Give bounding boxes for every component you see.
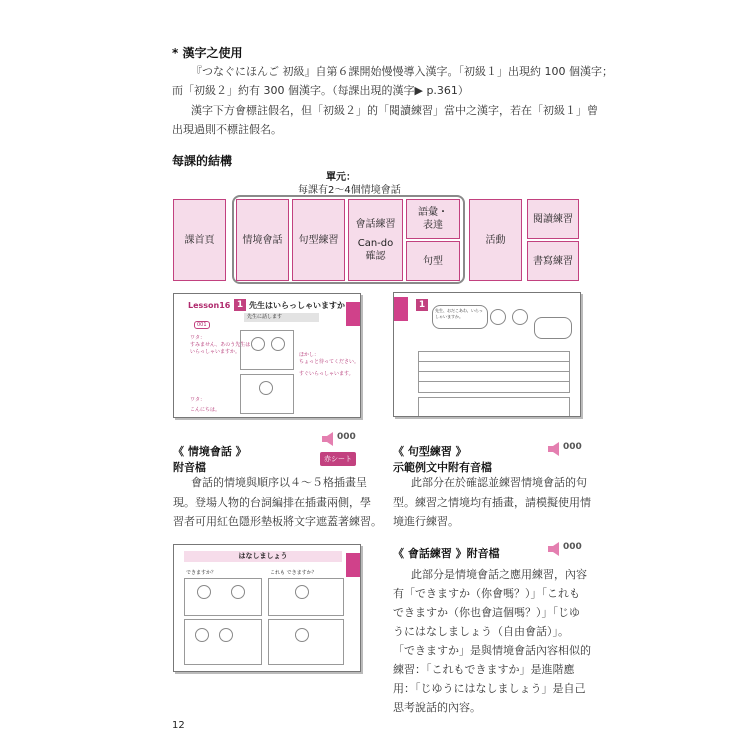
- situation-body-2: 現。登場人物的台詞編排在插畫兩側，學: [173, 496, 371, 509]
- situation-subtitle: 附音檔: [173, 461, 206, 474]
- conversation-body-1: 此部分是情境會話之應用練習，內容: [411, 568, 587, 581]
- box-conversation: 會話練習 Can-do 確認: [348, 199, 403, 281]
- kanji-paragraph-1b: 而「初級２」約有 300 個漢字。（每課出現的漢字▶ p.361）: [172, 84, 469, 97]
- kanji-paragraph-2a: 漢字下方會標註假名，但「初級２」的「閱讀練習」當中之漢字，若在「初級１」曾: [191, 104, 598, 117]
- figure-illustration: [512, 309, 528, 325]
- dialogue-line: ちょっと待ってください。: [299, 359, 360, 365]
- illustration-panel: [268, 578, 344, 616]
- thumbnail-tab: [394, 297, 408, 321]
- lesson-number: 1: [234, 299, 246, 311]
- situation-audio-code: 000: [337, 432, 356, 442]
- box-lesson-top: 課首頁: [173, 199, 226, 281]
- conversation-body-2: 有「できますか（你會嗎？）」「これも: [393, 587, 580, 600]
- box-pattern: 句型練習: [292, 199, 345, 281]
- structure-heading: 每課的結構: [172, 154, 233, 168]
- box-reading: 閱讀練習: [527, 199, 579, 239]
- illustration-panel: [268, 619, 344, 665]
- conversation-title-text: 《 會話練習 》: [393, 547, 467, 560]
- pattern-body-3: 境進行練習。: [393, 515, 459, 528]
- kanji-paragraph-2b: 出現過則不標註假名。: [172, 123, 282, 136]
- dialogue-line: すぐいらっしゃいます。: [299, 371, 354, 377]
- pattern-body-2: 型。練習之情境均有插畫，請模擬使用情: [393, 496, 591, 509]
- box-sentence: 句型: [406, 241, 460, 281]
- pattern-table: [418, 351, 570, 393]
- dialogue-line: ほかし：: [299, 352, 320, 358]
- talk-question-2: これも できますか？: [270, 570, 317, 576]
- dialogue-line: ワタ：: [190, 335, 205, 341]
- conversation-audio-code: 000: [563, 542, 582, 552]
- box-activity: 活動: [469, 199, 522, 281]
- kanji-heading: * 漢字之使用: [172, 46, 243, 60]
- figure-illustration: [490, 309, 506, 325]
- box-writing: 書寫練習: [527, 241, 579, 281]
- pattern-body-1: 此部分在於確認並練習情境會話的句: [411, 476, 587, 489]
- pattern-subtitle: 示範例文中附有音檔: [393, 461, 492, 474]
- conversation-body-7: 用：「じゆうにはなしましょう」是自己: [393, 682, 586, 695]
- lesson-subtitle: 先生に話します: [244, 313, 319, 322]
- thumbnail-tab: [346, 553, 360, 577]
- illustration-panel: [184, 578, 262, 616]
- audio-tag: 001: [194, 321, 210, 329]
- illustration-panel: [240, 374, 294, 414]
- talk-header: はなしましょう: [184, 551, 342, 562]
- conversation-title: [393, 545, 500, 561]
- conversation-body-8: 思考說話的內容。: [393, 701, 481, 714]
- thumbnail-tab: [346, 302, 360, 326]
- talk-question-1: できますか？: [186, 570, 217, 576]
- conversation-body-5: 「できますか」是與情境會話內容相似的: [393, 644, 591, 657]
- dialogue-line: いらっしゃいますか。: [190, 349, 241, 355]
- box-situation: 情境會話: [236, 199, 289, 281]
- red-sheet-badge: 赤シート: [320, 452, 356, 466]
- figure-illustration: [251, 337, 265, 351]
- speech-bubble: 先生、おだこあわ、いらっしゃいますか。: [432, 305, 488, 329]
- figure-illustration: [271, 337, 285, 351]
- lesson-title: 先生はいらっしゃいますか: [249, 301, 345, 310]
- conversation-subtitle: 附音檔: [466, 547, 500, 560]
- box-vocabulary: 語彙・ 表達: [406, 199, 460, 239]
- unit-subtitle: 每課有2～4個情境會話: [298, 185, 401, 196]
- situation-body-3: 習者可用紅色隱形墊板將文字遮蓋著練習。: [173, 515, 382, 528]
- situation-title: 《 情境會話 》: [173, 445, 247, 458]
- lesson-label: Lesson16: [188, 301, 231, 310]
- situation-body-1: 會話的情境與順序以４～５格插畫呈: [191, 476, 367, 489]
- conversation-body-4: うにはなしましょう（自由會話）」。: [393, 625, 569, 638]
- illustration-strip: [418, 397, 570, 417]
- illustration-panel: [184, 619, 262, 665]
- figure-illustration: [259, 381, 273, 395]
- pattern-title: 《 句型練習 》: [393, 445, 467, 458]
- pattern-audio-code: 000: [563, 442, 582, 452]
- page-number: 12: [172, 720, 185, 731]
- thumbnail-situation-page: [173, 293, 361, 418]
- thumbnail-pattern-page: [393, 292, 581, 417]
- dialogue-line: こんにちは。: [190, 407, 221, 413]
- illustration-panel: [240, 330, 294, 370]
- conversation-body-3: できますか（你也會這個嗎？）」「じゆ: [393, 606, 580, 619]
- dialogue-line: ワタ：: [190, 397, 205, 403]
- unit-title: 單元：: [326, 172, 356, 183]
- dialogue-line: すみません、あのう先生は: [190, 342, 251, 348]
- speech-bubble: [534, 317, 572, 339]
- thumbnail-talk-page: [173, 544, 361, 672]
- section-number: 1: [416, 299, 428, 311]
- kanji-paragraph-1a: 『つなぐにほんご 初級』自第６課開始慢慢導入漢字。「初級１」出現約 100 個漢字；: [191, 65, 613, 78]
- conversation-body-6: 練習：「これもできますか」是進階應: [393, 663, 575, 676]
